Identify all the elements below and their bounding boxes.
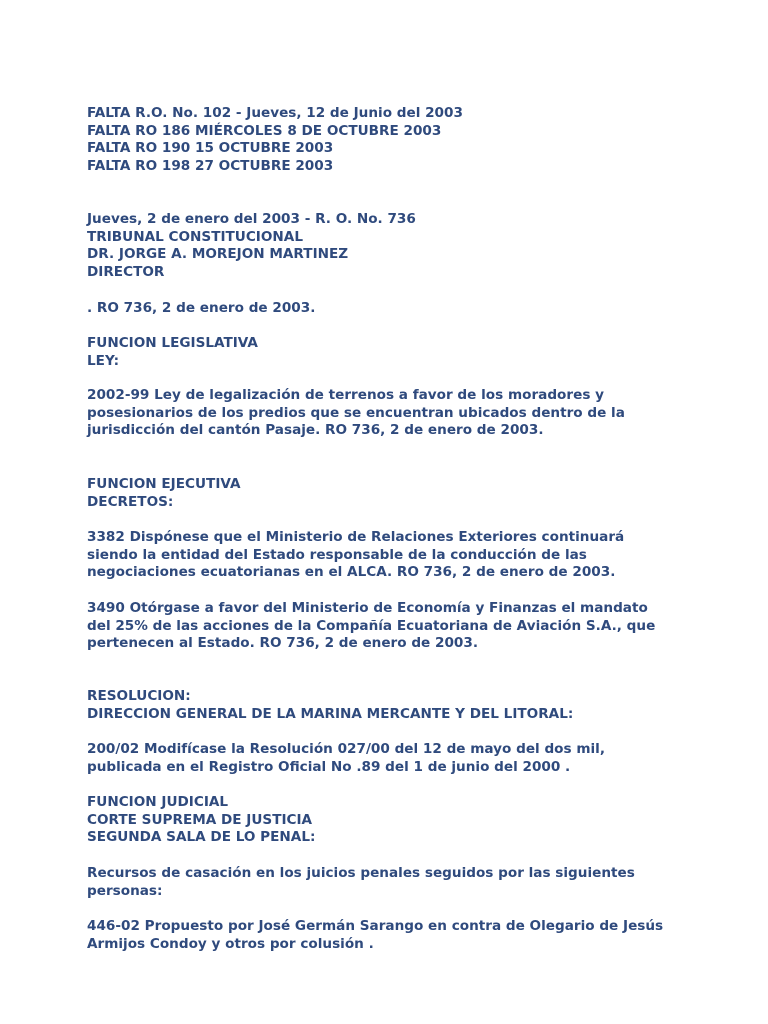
decreto-3382-entry [87,529,707,582]
missing-issue-line: FALTA RO 186 MIÉRCOLES 8 DE OCTUBRE 2003 [87,122,442,139]
section-heading-line: FUNCION JUDICIAL [87,794,229,810]
section-resolucion-heading [87,688,707,723]
director-title-line: DIRECTOR [87,263,165,280]
entry-line: siendo la entidad del Estado responsable de la conducción de las [87,546,587,563]
section-heading-line: RESOLUCION: [87,688,191,704]
entry-line: Armijos Condoy y otros por colusión . [87,935,374,952]
institution-line: TRIBUNAL CONSTITUCIONAL [87,228,303,245]
entry-line: publicada en el Registro Oficial No .89 del 1 de junio del 2000 . [87,758,571,775]
missing-issue-line: FALTA R.O. No. 102 - Jueves, 12 de Junio del 2003 [87,105,463,121]
entry-line: jurisdicción del cantón Pasaje. RO 736, 2 de enero de 2003. [87,422,544,439]
entry-line: Recursos de casación en los juicios penales seguidos por las siguientes [87,865,635,881]
director-name-line: DR. JORGE A. MOREJON MARTINEZ [87,246,349,263]
entry-line: personas: [87,882,163,899]
entry-line: del 25% de las acciones de la Compañía Ecuatoriana de Aviación S.A., que [87,617,656,634]
entry-line: 2002-99 Ley de legalización de terrenos a favor de los moradores y [87,387,605,403]
section-subheading-line: CORTE SUPREMA DE JUSTICIA [87,811,313,828]
decreto-3490-entry [87,600,707,653]
entry-line: negociaciones ecuatorianas en el ALCA. RO 736, 2 de enero de 2003. [87,564,616,581]
section-subheading-line: LEY: [87,352,120,369]
ley-entry [87,387,707,440]
section-legislativa-heading [87,335,707,370]
recursos-intro [87,865,707,900]
section-judicial-heading [87,794,707,847]
entry-line: pertenecen al Estado. RO 736, 2 de enero de 2003. [87,635,479,652]
case-446-entry [87,918,707,953]
resolucion-entry [87,741,707,776]
section-heading-line: FUNCION EJECUTIVA [87,476,241,492]
ro-reference [87,300,707,318]
section-subheading-line: DECRETOS: [87,493,174,510]
section-subheading-line: DIRECCION GENERAL DE LA MARINA MERCANTE Y DEL LITORAL: [87,705,574,722]
entry-line: 3490 Otórgase a favor del Ministerio de Economía y Finanzas el mandato [87,600,648,616]
entry-line: posesionarios de los predios que se encuentran ubicados dentro de la [87,404,625,421]
issue-date-line: Jueves, 2 de enero del 2003 - R. O. No. 736 [87,211,416,227]
ro-reference-line: . RO 736, 2 de enero de 2003. [87,300,316,316]
missing-issues-list [87,105,707,175]
missing-issue-line: FALTA RO 190 15 OCTUBRE 2003 [87,140,334,157]
section-heading-line: FUNCION LEGISLATIVA [87,335,258,351]
section-ejecutiva-heading [87,476,707,511]
section-subheading-line: SEGUNDA SALA DE LO PENAL: [87,829,316,846]
issue-header [87,211,707,281]
entry-line: 3382 Dispónese que el Ministerio de Relaciones Exteriores continuará [87,529,625,545]
missing-issue-line: FALTA RO 198 27 OCTUBRE 2003 [87,157,334,174]
entry-line: 446-02 Propuesto por José Germán Sarango en contra de Olegario de Jesús [87,918,664,934]
entry-line: 200/02 Modifícase la Resolución 027/00 del 12 de mayo del dos mil, [87,741,605,757]
